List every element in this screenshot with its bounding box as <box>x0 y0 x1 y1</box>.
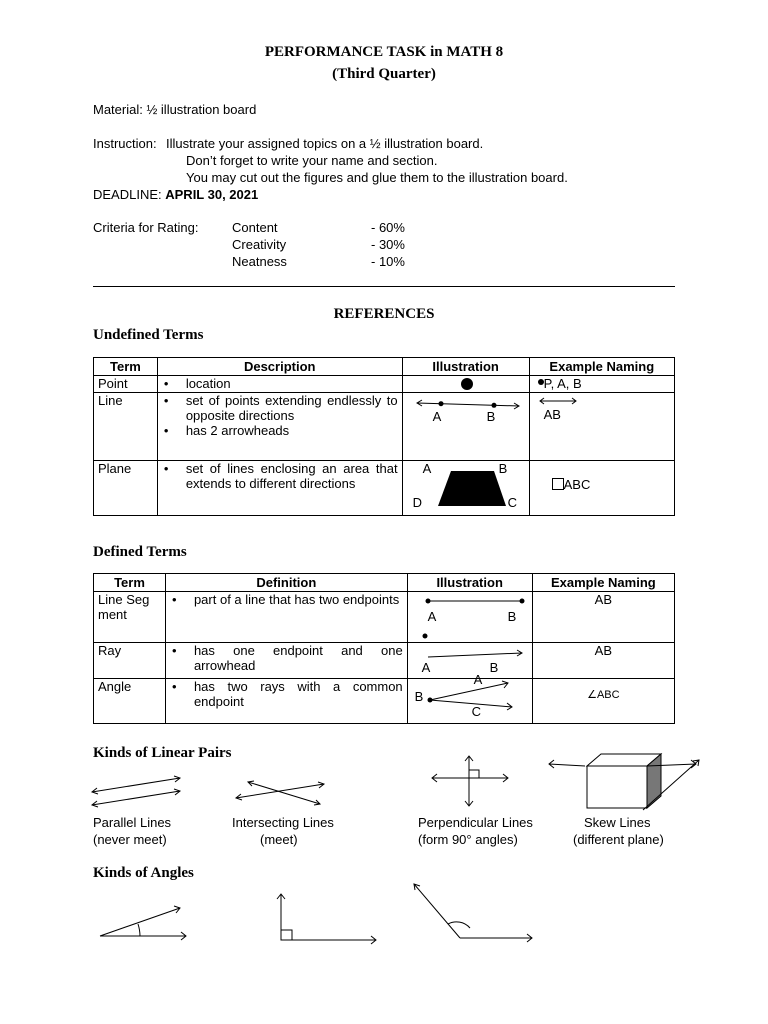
column-header: Description <box>157 358 402 376</box>
term-cell: Point <box>94 376 158 393</box>
instruction-label: Instruction: <box>93 136 157 151</box>
illustration-cell <box>402 393 529 461</box>
point-label: C <box>507 495 517 510</box>
point-label: A <box>473 672 483 687</box>
criteria-value: - 60% <box>371 220 405 235</box>
divider <box>93 286 675 287</box>
naming-text: AB <box>594 592 612 607</box>
column-header: Illustration <box>407 574 532 592</box>
instruction-1: Illustrate your assigned topics on a ½ illustration board. <box>166 136 484 151</box>
term-cell: Plane <box>94 461 158 516</box>
references-heading: REFERENCES <box>333 306 435 322</box>
skew-lines-note: (different plane) <box>573 832 664 847</box>
naming-cell <box>529 376 674 393</box>
point-label: B <box>486 409 496 424</box>
description-cell: • location <box>157 376 402 393</box>
point-label: A <box>427 609 437 624</box>
table-row <box>94 643 675 679</box>
angles-heading: Kinds of Angles <box>93 865 194 881</box>
parallel-lines-note: (never meet) <box>93 832 167 847</box>
intersecting-lines-illustration <box>232 778 328 808</box>
point-illustration <box>407 376 525 392</box>
column-header: Term <box>94 358 158 376</box>
term-cell: Line Segment <box>94 592 166 643</box>
table-row <box>94 679 675 724</box>
column-header: Example Naming <box>532 574 674 592</box>
angle-symbol-icon: ∠ <box>587 689 597 701</box>
table-row <box>94 461 675 516</box>
description-cell: • set of lines enclosing an area that extends to different directions <box>157 461 402 516</box>
naming-cell <box>529 461 674 516</box>
point-label: B <box>498 461 508 476</box>
material-line: Material: ½ illustration board <box>93 102 257 117</box>
point-label: B <box>489 660 499 675</box>
naming-text: AB <box>594 643 612 658</box>
definition-cell: • has two rays with a common endpoint <box>165 679 407 724</box>
criteria-label: Criteria for Rating: <box>93 220 199 235</box>
perpendicular-lines-label: Perpendicular Lines <box>418 815 533 830</box>
parallel-lines-illustration <box>88 772 188 812</box>
illustration-cell <box>402 376 529 393</box>
point-label: D <box>412 495 422 510</box>
table-header-row <box>94 574 675 592</box>
column-header: Definition <box>165 574 407 592</box>
term-cell: Line <box>94 393 158 461</box>
intersecting-lines-label: Intersecting Lines <box>232 815 334 830</box>
column-header: Term <box>94 574 166 592</box>
obtuse-angle-illustration <box>408 878 540 944</box>
line-symbol-icon <box>538 395 598 407</box>
plane-symbol-icon <box>552 478 564 490</box>
description-cell: • set of points extending endlessly to opposite directions • has 2 arrowheads <box>157 393 402 461</box>
criteria-value: - 10% <box>371 254 405 269</box>
criteria-value: - 30% <box>371 237 405 252</box>
skew-lines-illustration <box>545 748 705 814</box>
table-row <box>94 393 675 461</box>
table-row <box>94 376 675 393</box>
deadline <box>93 187 258 202</box>
naming-cell <box>532 643 674 679</box>
page-title: PERFORMANCE TASK in MATH 8 <box>264 44 504 60</box>
linear-pairs-heading: Kinds of Linear Pairs <box>93 745 232 761</box>
defined-terms-heading: Defined Terms <box>93 544 187 560</box>
naming-text: AB <box>543 407 561 422</box>
point-label: B <box>507 609 517 624</box>
point-label: A <box>432 409 442 424</box>
illustration-cell <box>407 672 532 724</box>
right-angle-illustration <box>270 890 382 946</box>
acute-angle-illustration <box>96 900 192 944</box>
definition-cell: • part of a line that has two endpoints <box>165 592 407 643</box>
angle-illustration <box>412 679 528 723</box>
undefined-terms-heading: Undefined Terms <box>93 327 204 343</box>
naming-text: ABC <box>596 689 620 701</box>
term-cell: Ray <box>94 643 166 679</box>
definition-cell: • has one endpoint and one arrowhead <box>165 643 407 679</box>
perpendicular-lines-note: (form 90° angles) <box>418 832 518 847</box>
naming-text: ABC <box>563 477 591 492</box>
naming-cell <box>532 679 674 724</box>
page-subtitle: (Third Quarter) <box>332 66 436 82</box>
criteria-name: Creativity <box>232 237 287 252</box>
defined-terms-table <box>93 573 675 724</box>
criteria-name: Neatness <box>232 254 287 269</box>
point-label: C <box>471 704 482 719</box>
column-header: Example Naming <box>529 358 674 376</box>
perpendicular-lines-illustration <box>428 752 512 810</box>
parallel-lines-label: Parallel Lines <box>93 815 172 830</box>
illustration-cell <box>402 461 529 516</box>
point-label: A <box>421 660 431 675</box>
line-illustration <box>407 393 525 417</box>
deadline-value: APRIL 30, 2021 <box>165 187 259 202</box>
table-header-row <box>94 358 675 376</box>
instruction-2: Don’t forget to write your name and section. <box>186 153 438 168</box>
term-cell: Angle <box>94 679 166 724</box>
instruction-3: You may cut out the figures and glue them to the illustration board. <box>186 170 568 185</box>
point-label: A <box>422 461 432 476</box>
column-header: Illustration <box>402 358 529 376</box>
criteria-name: Content <box>232 220 278 235</box>
illustration-cell <box>407 643 532 679</box>
skew-lines-label: Skew Lines <box>584 815 651 830</box>
naming-cell <box>529 393 674 461</box>
illustration-cell <box>407 592 532 643</box>
deadline-label: DEADLINE: <box>93 187 166 202</box>
point-label: B <box>414 689 424 704</box>
naming-cell <box>532 592 674 643</box>
naming-text: P, A, B <box>543 376 582 391</box>
intersecting-lines-note: (meet) <box>260 832 298 847</box>
table-row <box>94 592 675 643</box>
undefined-terms-table <box>93 357 675 516</box>
